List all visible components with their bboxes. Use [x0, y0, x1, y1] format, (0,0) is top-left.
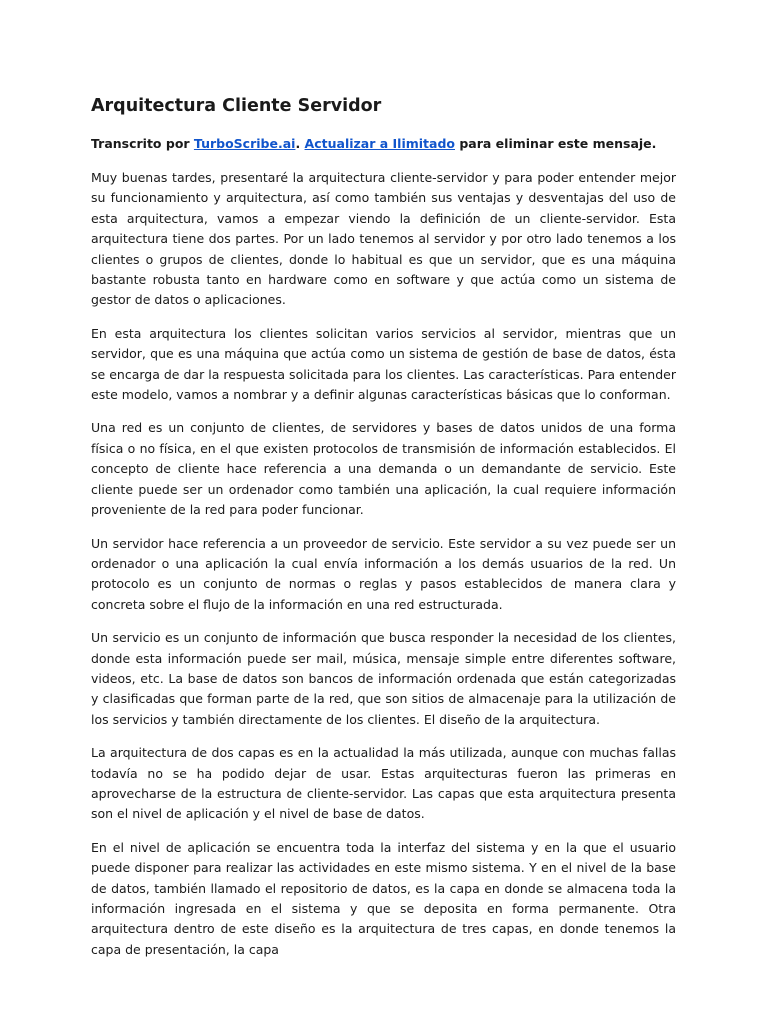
- byline-prefix: Transcrito por: [91, 136, 194, 151]
- turboscribe-link[interactable]: TurboScribe.ai: [193, 136, 296, 151]
- paragraph-5: Un servicio es un conjunto de información que busca responder la necesidad de los clientes, donde esta información puede ser mail, música, mensaje simple entre diferentes software, videos, etc. La base de datos son bancos de información ordenada que están categorizadas y clasificadas que forman parte de la red, que son sitios de almacenaje para la utilización de los servicios y también directamente de los clientes. El diseño de la arquitectura.: [91, 630, 676, 727]
- upgrade-unlimited-link[interactable]: Actualizar a Ilimitado: [304, 136, 455, 151]
- paragraph-2: En esta arquitectura los clientes solicitan varios servicios al servidor, mientras que un servidor, que es una máquina que actúa como un sistema de gestión de base de datos, ésta se encarga de dar la respuesta solicitada para los clientes. Las características. Para entender este modelo, vamos a nombrar y a definir algunas características básicas que lo conforman.: [91, 325, 676, 403]
- paragraph-1: Muy buenas tardes, presentaré la arquitectura cliente-servidor y para poder entender mejor su funcionamiento y arquitectura, así como también sus ventajas y desventajas del uso de esta arquitectura, vamos a empezar viendo la definición de un cliente-servidor. Esta arquitectura tiene dos partes. Por un lado tenemos al servidor y por otro lado tenemos a los clientes o grupos de clientes, donde lo habitual es que un servidor, que es una máquina bastante robusta tanto en hardware como en software y que actúa como un sistema de gestor de datos o aplicaciones.: [91, 170, 676, 308]
- byline-suffix: para eliminar este mensaje.: [455, 136, 657, 151]
- paragraph-3: Una red es un conjunto de clientes, de servidores y bases de datos unidos de una forma física o no física, en el que existen protocolos de transmisión de información establecidos. El concepto de cliente hace referencia a una demanda o un demandante de servicio. Este cliente puede ser un ordenador como también una aplicación, la cual requiere información proveniente de la red para poder funcionar.: [91, 420, 676, 518]
- byline-separator: .: [295, 136, 305, 151]
- paragraph-6: La arquitectura de dos capas es en la actualidad la más utilizada, aunque con muchas fallas todavía no se ha podido dejar de usar. Estas arquitecturas fueron las primeras en aprovecharse de la estructura de cliente-servidor. Las capas que esta arquitectura presenta son el nivel de aplicación y el nivel de base de datos.: [91, 745, 676, 822]
- paragraph-7: En el nivel de aplicación se encuentra toda la interfaz del sistema y en la que el usuario puede disponer para realizar las actividades en este mismo sistema. Y en el nivel de la base de datos, también llamado el repositorio de datos, es la capa en donde se almacena toda la información ingresada en el sistema y que se deposita en forma permanente. Otra arquitectura dentro de este diseño es la arquitectura de tres capas, en donde tenemos la capa de presentación, la capa: [91, 839, 676, 957]
- document-page: [91, 94, 676, 973]
- transcription-notice: [91, 134, 676, 154]
- document-title: Arquitectura Cliente Servidor: [91, 96, 382, 116]
- paragraph-4: Un servidor hace referencia a un proveedor de servicio. Este servidor a su vez puede ser un ordenador o una aplicación la cual envía información a los demás usuarios de la red. Un protocolo es un conjunto de normas o reglas y pasos establecidos de manera clara y concreta sobre el flujo de la información en una red estructurada.: [91, 535, 676, 612]
